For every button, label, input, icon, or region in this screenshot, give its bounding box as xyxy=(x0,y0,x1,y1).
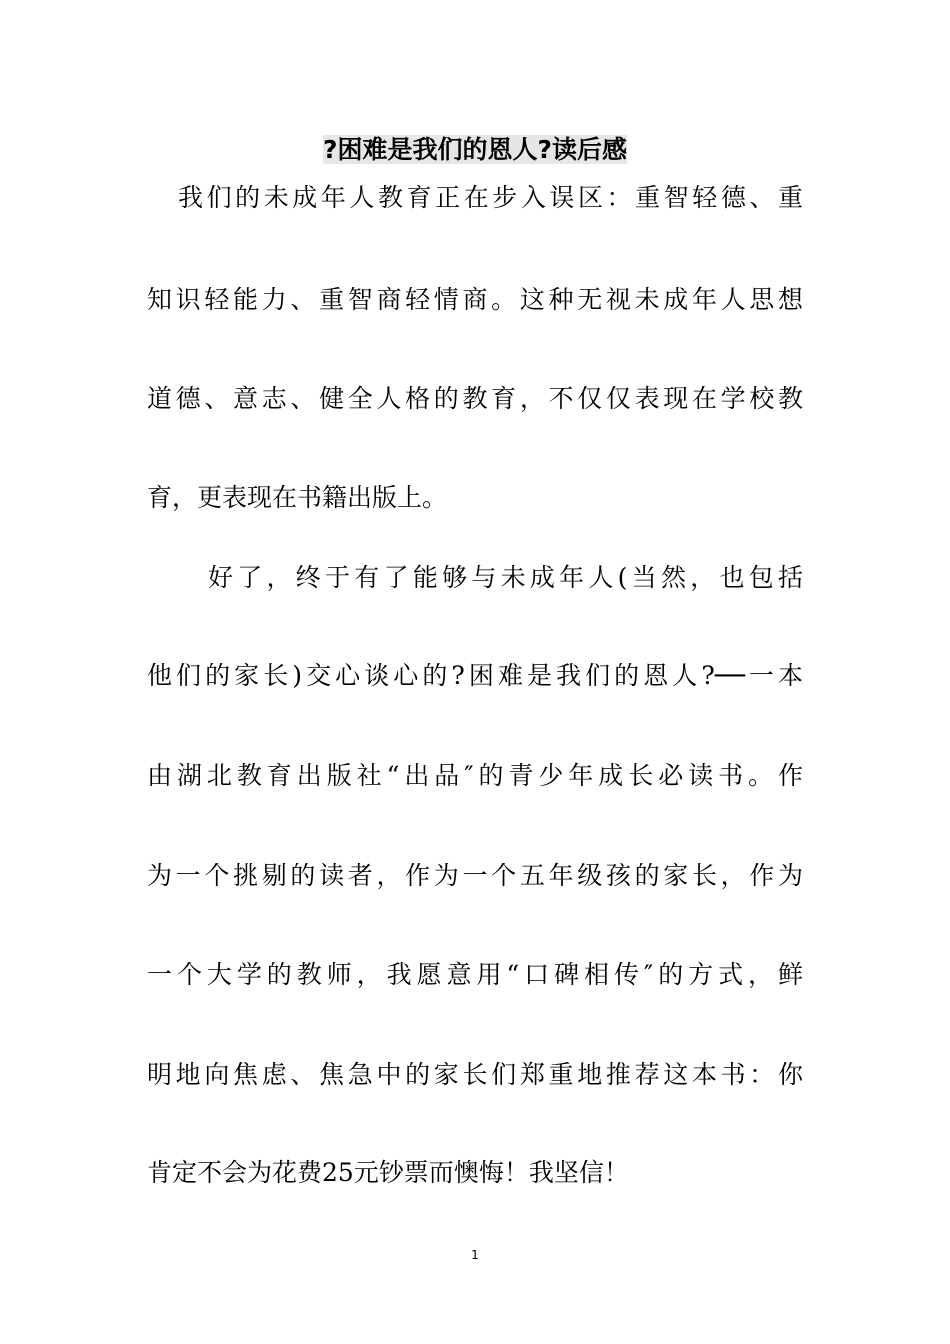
paragraph-1-line-4: 育，更表现在书籍出版上。 xyxy=(147,483,448,512)
page-number: 1 xyxy=(471,1248,479,1262)
document-title xyxy=(0,130,950,170)
paragraph-2-line-7: 肯定不会为花费25元钞票而懊悔！我坚信！ xyxy=(147,1158,629,1187)
paragraph-1-line-2: 知识轻能力、重智商轻情商。这种无视未成年人思想 xyxy=(147,285,803,314)
paragraph-2-line-2: 他们的家长)交心谈心的?困难是我们的恩人?──一本 xyxy=(147,661,803,690)
paragraph-2-line-6: 明地向焦虑、焦急中的家长们郑重地推荐这本书：你 xyxy=(147,1060,803,1089)
paragraph-1-line-3: 道德、意志、健全人格的教育，不仅仅表现在学校教 xyxy=(147,384,803,413)
paragraph-2-line-5: 一个大学的教师，我愿意用“口碑相传″的方式，鲜 xyxy=(147,960,803,989)
paragraph-2-line-3: 由湖北教育出版社“出品″的青少年成长必读书。作 xyxy=(147,761,803,790)
paragraph-2-line-1: 好了，终于有了能够与未成年人(当然，也包括 xyxy=(208,563,803,592)
document-title-text: ?困难是我们的恩人?读后感 xyxy=(322,135,627,164)
paragraph-2-line-4: 为一个挑剔的读者，作为一个五年级孩的家长，作为 xyxy=(147,861,803,890)
paragraph-1-line-1: 我们的未成年人教育正在步入误区：重智轻德、重 xyxy=(178,183,803,212)
